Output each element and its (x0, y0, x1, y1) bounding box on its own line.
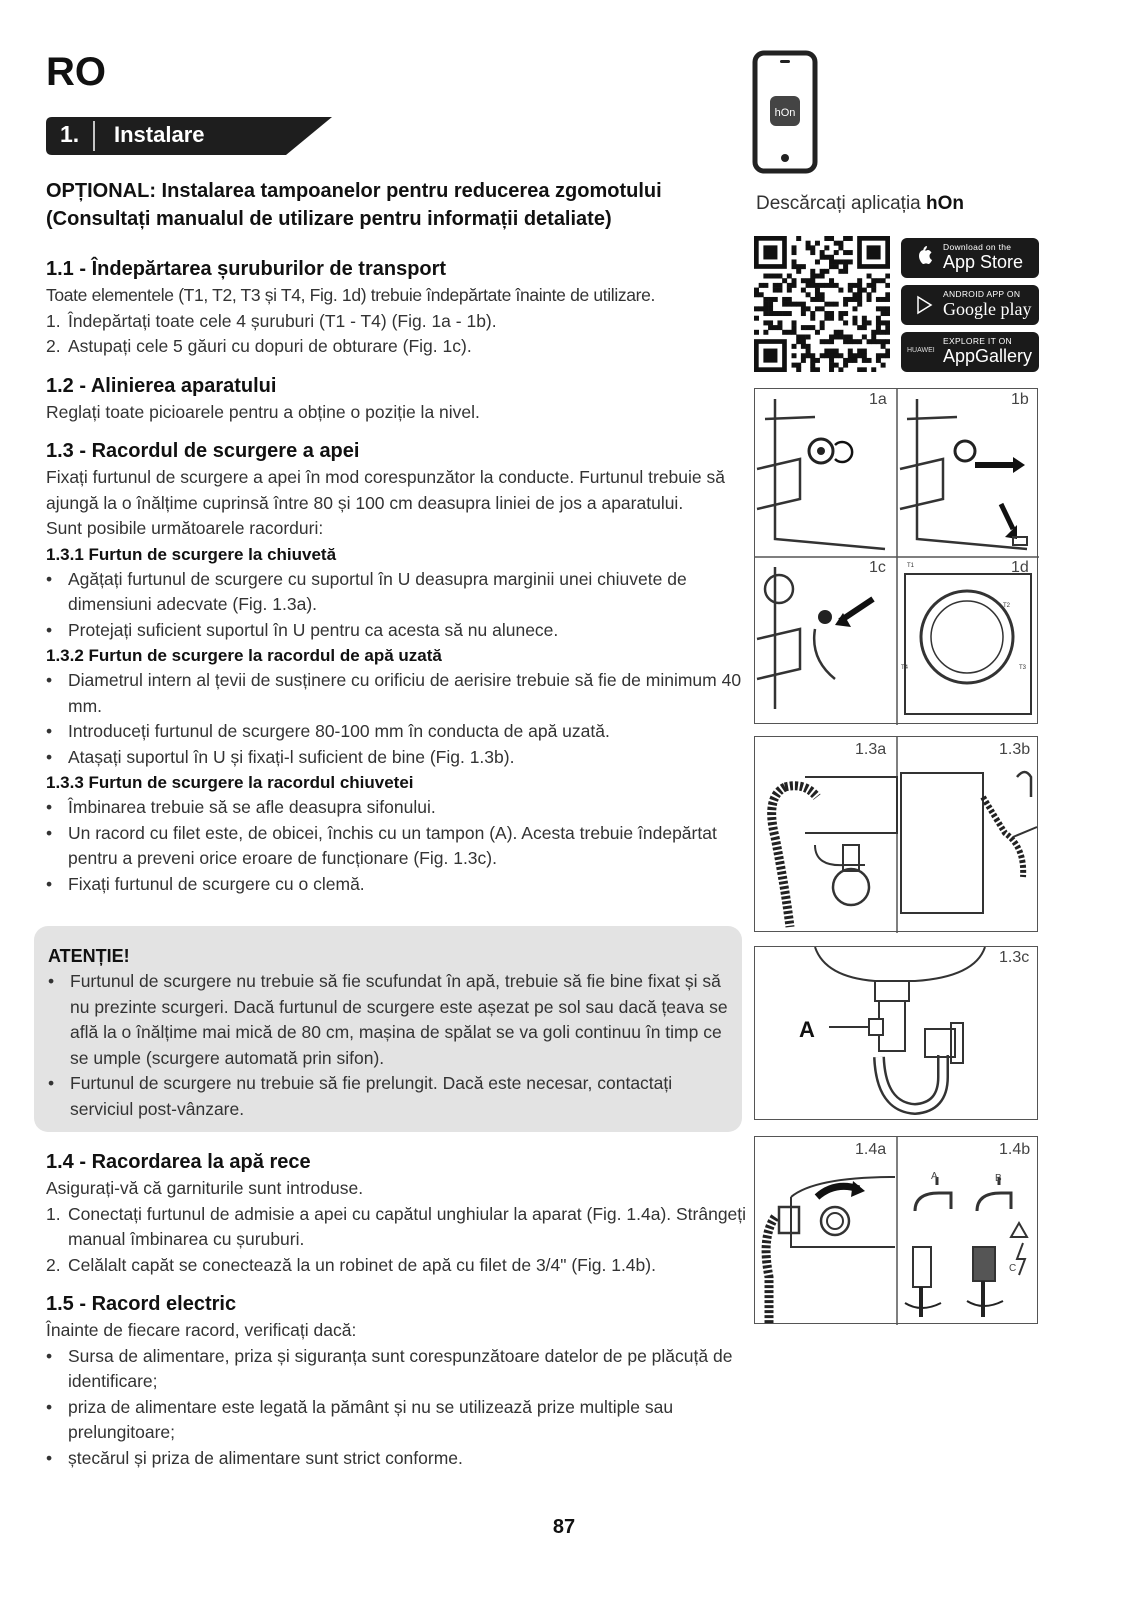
section-1-3-options: Sunt posibile următoarele racorduri: (46, 518, 324, 538)
section-1-2-text: Reglați toate picioarele pentru a obține o poziție la nivel. (46, 401, 480, 422)
figure-1-4b-label-b: B (995, 1173, 1002, 1184)
figure-label-1c: 1c (869, 559, 886, 576)
figure-1-4b-label-c: C (1009, 1263, 1017, 1274)
section-1-5-list (46, 1344, 756, 1472)
screw-label-t1: T1 (907, 563, 915, 569)
figure-1-3c-label-a: A (799, 1017, 815, 1042)
list-item: 1. Conectați furtunul de admisie a apei cu capătul unghiular la aparat (Fig. 1.4a). Strângeți manual îmbinarea cu șuruburi. (46, 1203, 747, 1249)
optional-line-2: (Consultați manualul de utilizare pentru informații detaliate) (46, 208, 612, 230)
list-item: • Protejați suficient suportul în U pentru ca acesta să nu alunece. (46, 619, 559, 640)
language-code: RO (46, 50, 106, 94)
figure-label-1-3a: 1.3a (855, 741, 887, 758)
list-item: 1. Îndepărtați toate cele 4 șuruburi (T1 - T4) (Fig. 1a - 1b). (46, 310, 497, 331)
attention-title: ATENȚIE! (48, 946, 130, 966)
figure-1a-1d (754, 388, 1038, 724)
section-1-5-title: 1.5 - Racord electric (46, 1293, 237, 1315)
section-1-5-intro: Înainte de fiecare racord, verificați dacă: (46, 1320, 357, 1340)
app-gallery-badge[interactable]: EXPLORE IT ON AppGallery HUAWEI (901, 332, 1039, 372)
figure-1-3c-drawing (755, 947, 1039, 1121)
section-1-4 (46, 1148, 756, 1278)
section-1-3-3-list (46, 795, 756, 897)
section-1-2-title: 1.2 - Alinierea aparatului (46, 374, 277, 397)
list-item: • Agățați furtunul de scurgere cu suportul în U deasupra marginii unei chiuvete de dimensiuni adecvate (Fig. 1.3a). (46, 568, 687, 614)
section-1-3 (46, 437, 756, 897)
figure-label-1b: 1b (1011, 391, 1029, 408)
list-item: • Furtunul de scurgere nu trebuie să fie prelungit. Dacă este necesar, contactați serviciul post-vânzare. (48, 1073, 673, 1119)
app-name: hOn (926, 193, 965, 214)
list-item: • ștecărul și priza de alimentare sunt strict conforme. (46, 1447, 463, 1468)
attention-box (34, 926, 742, 1132)
figure-label-1-4a: 1.4a (855, 1141, 887, 1158)
section-1-1 (46, 255, 756, 360)
section-title: Instalare (114, 122, 205, 147)
figure-label-1-3b: 1.3b (999, 741, 1031, 758)
apple-icon (913, 245, 935, 269)
section-1-3-2-title: 1.3.2 Furtun de scurgere la racordul de apă uzată (46, 646, 442, 665)
section-1-2 (46, 372, 756, 426)
screw-label-t3: T3 (1019, 665, 1027, 671)
section-number: 1. (60, 121, 80, 147)
main-content (46, 177, 756, 909)
figure-1-4a-1-4b (754, 1136, 1038, 1324)
google-play-badge[interactable]: ANDROID APP ON Google play (901, 285, 1039, 325)
section-1-3-1-title: 1.3.1 Furtun de scurgere la chiuvetă (46, 544, 337, 564)
section-1-3-text: Fixați furtunul de scurgere a apei în mod corespunzător la conducte. Furtunul trebuie să ajungă la o înălțime cuprinsă între 80 și 100 cm deasupra liniei de jos a aparatului. (46, 467, 725, 513)
list-item: • Un racord cu filet este, de obicei, închis cu un tampon (A). Acesta trebuie îndepărtat pentru a preveni orice eroare de funcționare (Fig. 1.3c). (46, 822, 717, 868)
huawei-icon: HUAWEI (907, 347, 935, 354)
list-item: • Introduceți furtunul de scurgere 80-100 mm în conducta de apă uzată. (46, 721, 610, 741)
section-1-5 (46, 1290, 756, 1471)
section-1-3-title: 1.3 - Racordul de scurgere a apei (46, 440, 360, 462)
list-item: • Furtunul de scurgere nu trebuie să fie scufundat în apă, trebuie să fie bine fixat și să nu prezinte scurgeri. Dacă furtunul de scurgere este așezat pe sol sau dacă țeava se află la o înălțime mai mică de 80 cm, mașina de spălat se va goli continuu în timp ce se umple (scurgere automată prin sifon). (48, 971, 728, 1068)
list-item: 2. Celălalt capăt se conectează la un robinet de apă cu filet de 3/4" (Fig. 1.4b). (46, 1254, 656, 1275)
figure-label-1-3c: 1.3c (999, 949, 1030, 966)
figure-1-3a-1-3b (754, 736, 1038, 932)
figure-1-3ab-drawing (755, 737, 1039, 933)
phone-app-label: hOn (774, 107, 796, 119)
page-number: 87 (552, 1516, 576, 1538)
google-play-icon (915, 295, 935, 315)
list-item: • priza de alimentare este legată la pământ și nu se utilizează prize multiple sau prelungitoare; (46, 1396, 674, 1442)
figure-1-drawing (755, 389, 1039, 725)
section-1-3-2-list (46, 668, 756, 770)
figure-1-4ab-drawing (755, 1137, 1039, 1325)
section-1-4-intro: Asigurați-vă că garniturile sunt introduse. (46, 1178, 364, 1198)
section-1-1-title: 1.1 - Îndepărtarea șuruburilor de transport (46, 258, 447, 280)
attention-list (48, 969, 728, 1122)
figure-1-4b-label-a: A (931, 1171, 938, 1182)
section-1-3-3-title: 1.3.3 Furtun de scurgere la racordul chiuvetei (46, 773, 414, 792)
lower-content (46, 1148, 756, 1483)
list-item: • Îmbinarea trebuie să se afle deasupra sifonului. (46, 797, 436, 817)
section-1-4-title: 1.4 - Racordarea la apă rece (46, 1151, 311, 1173)
phone-icon (752, 50, 818, 174)
figure-1-3c (754, 946, 1038, 1120)
figure-label-1a: 1a (869, 391, 887, 408)
list-item: • Atașați suportul în U și fixați-l suficient de bine (Fig. 1.3b). (46, 746, 515, 767)
section-1-1-list (46, 309, 756, 360)
figure-label-1d: 1d (1011, 559, 1029, 576)
figure-label-1-4b: 1.4b (999, 1141, 1031, 1158)
list-item: 2. Astupați cele 5 găuri cu dopuri de obturare (Fig. 1c). (46, 336, 472, 356)
optional-line-1: OPȚIONAL: Instalarea tampoanelor pentru reducerea zgomotului (46, 180, 662, 202)
optional-note (46, 177, 756, 233)
list-item: • Sursa de alimentare, priza și siguranța sunt corespunzătoare datelor de pe plăcuță de identificare; (46, 1345, 733, 1391)
download-text: Descărcați aplicația hOn (756, 193, 965, 214)
list-item: • Diametrul intern al țevii de susținere cu orificiu de aerisire trebuie să fie de minimum 40 mm. (46, 670, 742, 716)
section-header (46, 117, 332, 155)
screw-label-t2: T2 (1003, 603, 1011, 609)
qr-code-icon (754, 236, 890, 372)
app-store-badge[interactable]: Download on the App Store (901, 238, 1039, 278)
section-1-1-intro: Toate elementele (T1, T2, T3 și T4, Fig. 1d) trebuie îndepărtate înainte de utilizare. (46, 285, 656, 305)
section-1-4-list (46, 1202, 756, 1279)
screw-label-t4: T4 (901, 665, 909, 671)
list-item: • Fixați furtunul de scurgere cu o clemă. (46, 873, 365, 894)
section-1-3-1-list (46, 567, 756, 644)
